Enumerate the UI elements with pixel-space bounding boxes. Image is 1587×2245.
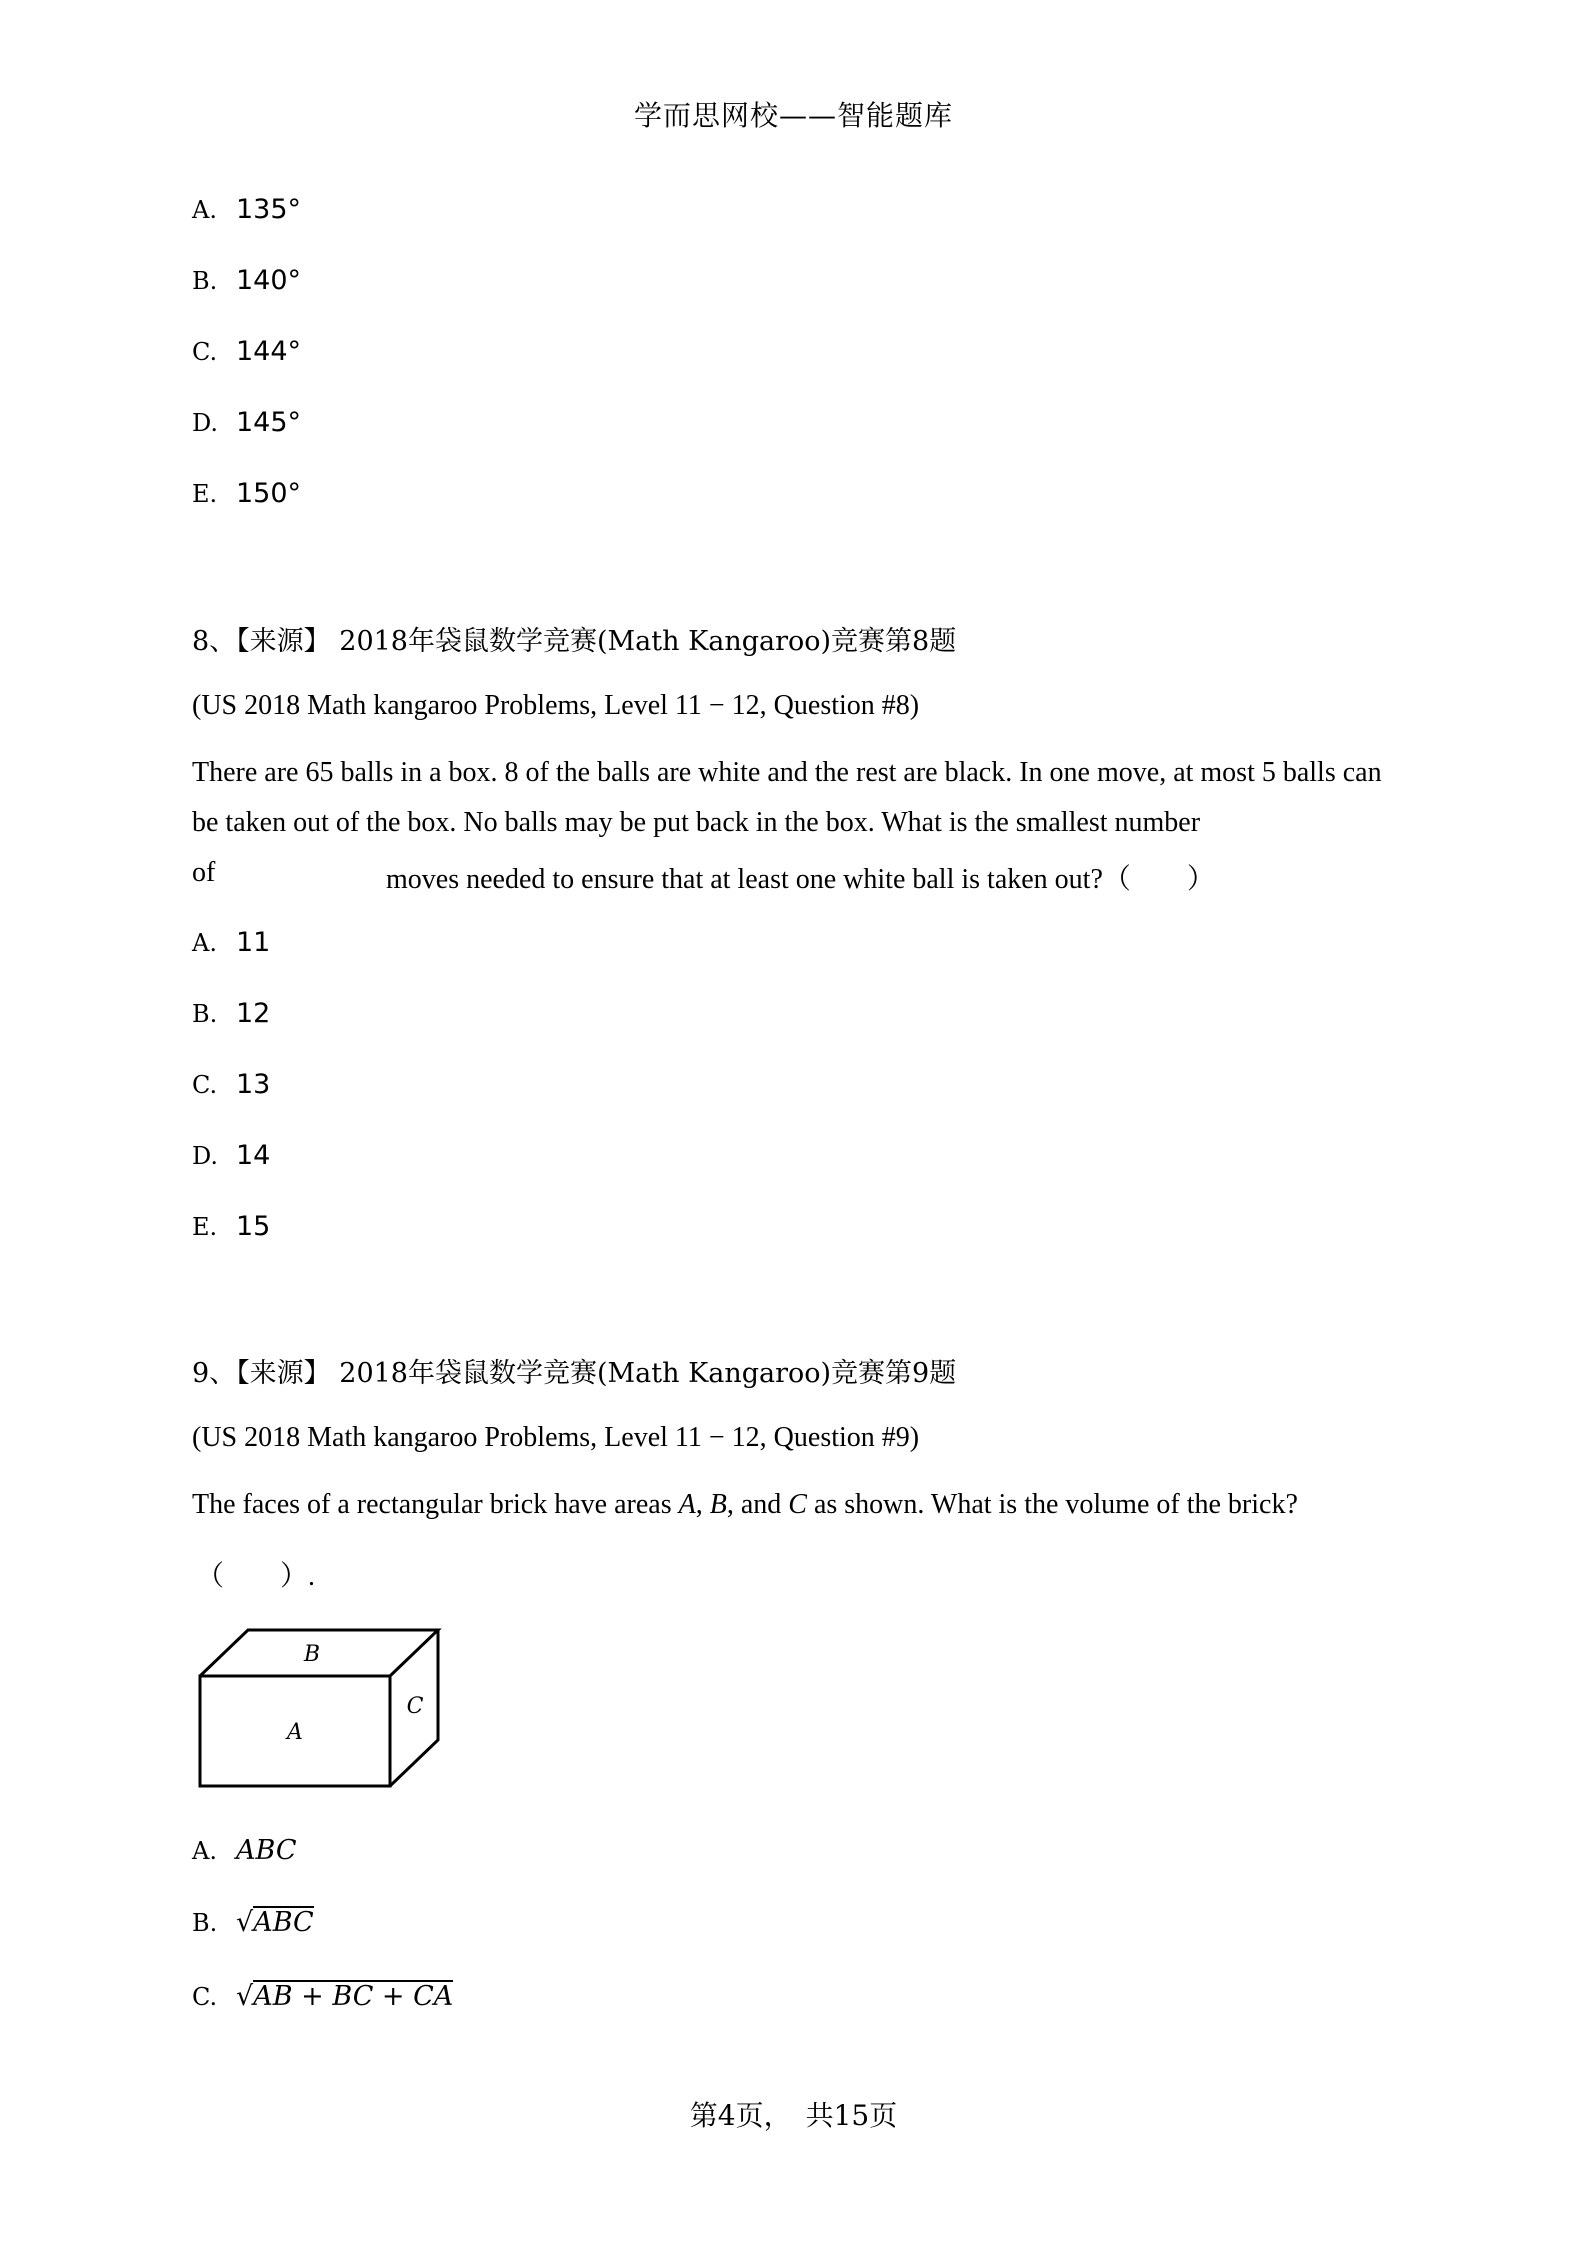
q8-option-c[interactable] [192,1069,270,1101]
page-footer-pagination: 第4页， 共15页 [689,2099,898,2132]
option-value: 15 [236,1211,271,1242]
option-value: 140° [236,265,302,296]
option-letter: A. [192,1837,217,1865]
option-value: ABC [253,1907,314,1938]
option-value: 13 [236,1069,271,1100]
brick-diagram [196,1626,446,1791]
option-letter: C. [192,338,218,366]
q9-var-b: B [709,1489,727,1520]
q8-question-text-line2: be taken out of the box. No balls may be put back in the box. What is the smallest number [192,807,1201,838]
option-value: 145° [236,407,302,438]
q9-answer-blank: （ ）. [196,1561,316,1592]
option-value: 144° [236,336,302,367]
brick-label-side: C [406,1694,424,1719]
option-letter: A. [192,929,217,957]
option-letter: B. [192,267,218,295]
q9-option-c[interactable] [192,1980,453,2013]
q8-source-line: 8、【来源】 2018年袋鼠数学竞赛(Math Kangaroo)竞赛第8题 [192,626,957,657]
brick-label-top: B [303,1642,321,1667]
q8-reference-line: (US 2018 Math kangaroo Problems, Level 11 − 12, Question #8) [192,690,920,721]
q9-text-and: , and [726,1489,789,1520]
q8-option-d[interactable] [192,1140,270,1172]
q9-option-a[interactable] [192,1835,297,1867]
q8-option-e[interactable] [192,1211,270,1243]
q7-option-b[interactable] [192,265,301,297]
option-value: 135° [236,194,302,225]
option-letter: A. [192,196,217,224]
option-value: 12 [236,998,271,1029]
option-letter: B. [192,1000,218,1028]
q8-option-b[interactable] [192,998,270,1030]
q7-option-e[interactable] [192,478,301,510]
option-value: 150° [236,478,302,509]
option-value: 11 [236,927,271,958]
option-letter: D. [192,1142,219,1170]
option-letter: E. [192,480,218,508]
q9-reference-line: (US 2018 Math kangaroo Problems, Level 11 − 12, Question #9) [192,1422,920,1453]
sqrt-expression [236,1980,453,2012]
brick-label-front: A [287,1720,303,1745]
q8-option-a[interactable] [192,927,270,959]
q9-option-b[interactable] [192,1906,314,1939]
q9-question-text [192,1489,1298,1521]
option-letter: C. [192,1071,218,1099]
q9-source-line: 9、【来源】 2018年袋鼠数学竞赛(Math Kangaroo)竞赛第9题 [192,1358,957,1389]
sqrt-expression [236,1906,314,1938]
q9-var-c: C [788,1489,807,1520]
q8-question-text-line3a: of [192,857,216,888]
option-letter: D. [192,409,219,437]
sqrt-icon: √ [236,1907,254,1938]
page-header-title: 学而思网校——智能题库 [633,99,953,132]
option-letter: E. [192,1213,218,1241]
q7-option-d[interactable] [192,407,301,439]
option-letter: C. [192,1983,218,2011]
q9-text-pre: The faces of a rectangular brick have areas [192,1489,679,1520]
q9-text-post: as shown. What is the volume of the brick? [806,1489,1298,1520]
option-value: ABC [236,1835,297,1866]
q9-var-a: A [678,1489,696,1520]
sqrt-icon: √ [236,1981,254,2012]
q7-option-c[interactable] [192,336,301,368]
q7-option-a[interactable] [192,194,301,226]
option-letter: B. [192,1909,218,1937]
option-value: 14 [236,1140,271,1171]
q8-question-text-line1: There are 65 balls in a box. 8 of the balls are white and the rest are black. In one move, at most 5 balls can [192,757,1382,788]
q8-question-text-line3b: moves needed to ensure that at least one white ball is taken out?（ ） [386,864,1215,895]
q9-comma: , [695,1489,710,1520]
option-value: AB + BC + CA [253,1981,454,2012]
